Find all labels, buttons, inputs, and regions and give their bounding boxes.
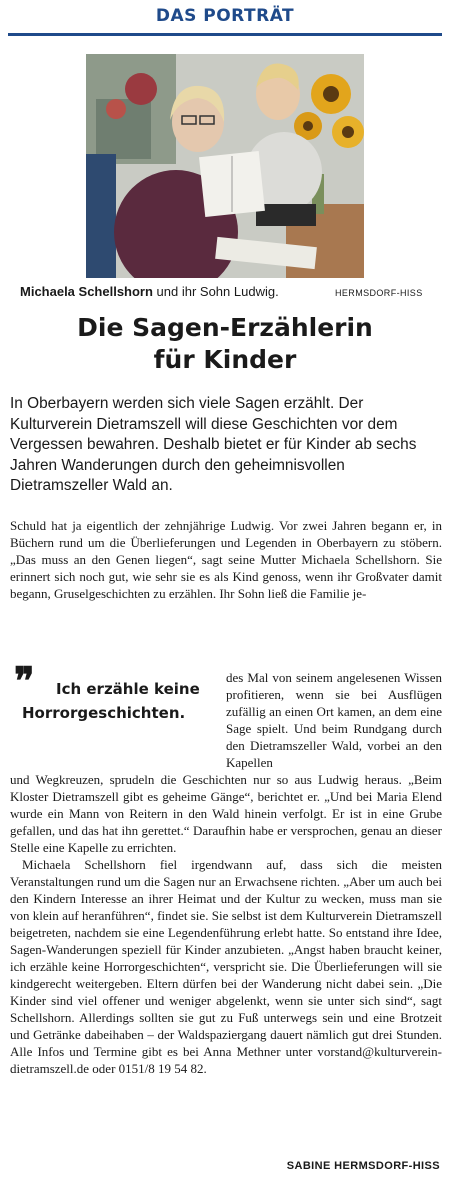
body-column-top [10,517,442,602]
author-byline: SABINE HERMSDORF-HISS [286,1160,440,1172]
photo-caption [20,284,279,299]
headline-line-2: für Kinder [153,345,297,374]
pull-quote-line-1: Ich erzähle keine [56,680,200,698]
headline-line-1: Die Sagen-Erzählerin [77,313,373,342]
quote-mark-icon: ❞ [14,658,35,703]
body-paragraph-1a: Schuld hat ja eigentlich der zehnjährige Ludwig. Vor zwei Jahren begann er, in Büchern rund um die Überlieferungen und Legenden in Oberbayern zu stöbern. „Das muss an den Genen liegen“, sagt seine Mutter Michaela Schellshorn. Sie erinnert sich noch gut, wie sehr sie es als Kind genoss, wenn ihr Großvater damit begann, Gruselgeschichten zu erzählen. Ihr Sohn ließ die Familie je- [10,518,442,601]
body-paragraph-1c: und Wegkreuzen, sprudeln die Geschichten nur so aus Ludwig heraus. „Beim Kloster Dietramszell gibt es geheime Gänge“, berichtet er. „Und bei Maria Elend wurde ein Mann von Reitern in den Wald hinein verfolgt. Er ist in eine Grube gefallen, und das hat ihn gerettet.“ Daraufhin habe er versprochen, genau an dieser Stelle eine Kapelle zu errichten. [10,772,442,855]
body-column-right [226,669,442,771]
caption-text: und ihr Sohn Ludwig. [152,284,279,299]
caption-names: Michaela Schellshorn [20,284,153,299]
pull-quote-line-2: Horrorgeschichten. [22,704,186,722]
kicker-rule [8,33,442,36]
body-paragraph-2: Michaela Schellshorn fiel irgendwann auf, dass sich die meisten Veranstaltungen rund um die Sagen nur an Erwachsene richten. „Aber um auch bei den Kindern Interesse an ihrer Heimat und der Kultur zu wecken, muss man sie von klein auf heranführen“, findet sie. Sie selbst ist dem Kulturverein Dietramszell beigetreten, nachdem sie eine Legendenführung erlebt hatte. So entstand ihre Idee, Sagen-Wanderungen speziell für Kinder anzubieten. „Angst haben braucht keiner, ich erzähle keine Horrorgeschichten“, verspricht sie. Die Überlieferungen will sie kindgerecht weitergeben. Eltern dürfen bei der Wanderung nicht dabei sein. „Die Kinder sind viel offener und weniger abgelenkt, wenn sie unter sich sind“, sagt Schellshorn. Allerdings sollten sie gut zu Fuß unterwegs sein und eine Brotzeit und Getränke dabeihaben – der Waldspaziergang dauert nämlich gut drei Stunden. Alle Infos und Termine gibt es bei Anna Methner unter vorstand@kulturverein-dietramszell.de oder 0151/8 19 54 82. [10,857,442,1076]
photo-credit: HERMSDORF-HISS [335,288,423,298]
body-column-bottom [10,771,442,1077]
photo-illustration [86,54,364,278]
article-photo [86,54,364,278]
headline [0,312,450,376]
body-paragraph-1b: des Mal von seinem angelesenen Wissen profitieren, wenn sie bei Ausflügen zufällig an einen Ort kamen, an dem eine Sage spielt. Und beim Rundgang durch den Dietramszeller Wald, vorbei an den Kapellen [226,670,442,770]
lead-paragraph: In Oberbayern werden sich viele Sagen erzählt. Der Kulturverein Dietramszell will diese Geschichten vor dem Vergessen bewahren. Deshalb bietet er für Kinder ab sechs Jahren Wanderungen durch den geheimnisvollen Dietramszeller Wald an. [10,395,417,495]
section-kicker: DAS PORTRÄT [155,6,295,26]
